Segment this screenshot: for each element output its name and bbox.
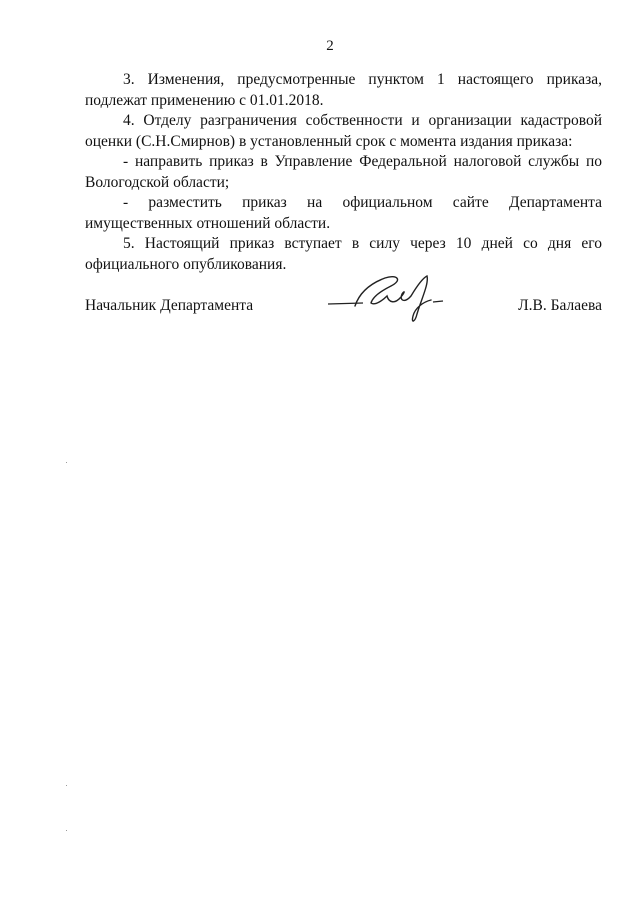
paragraph-4 [85,111,602,152]
page-number: 2 [326,38,334,54]
paragraph-3-line-2: подлежат применению с 01.01.2018. [85,91,324,109]
handwritten-signature-icon [325,270,455,330]
paragraph-4-item-2 [85,193,602,234]
paragraph-3 [85,70,602,111]
signatory-position: Начальник Департамента [85,297,254,314]
item-1-line-2: Вологодской области; [85,173,230,191]
scan-artifact [66,462,67,463]
paragraph-5 [85,234,602,275]
item-1-line-1: - направить приказ в Управление Федеральной налоговой службы по [123,153,602,170]
signatory-name: Л.В. Балаева [518,297,602,314]
item-2-line-1: - разместить приказ на официальном сайте Департамента [123,194,602,211]
paragraph-4-item-1 [85,152,602,193]
paragraph-4-line-2: оценки (С.Н.Смирнов) в установленный срок с момента издания приказа: [85,132,573,150]
paragraph-3-line-1: 3. Изменения, предусмотренные пунктом 1 настоящего приказа, [123,71,602,88]
paragraph-5-line-1: 5. Настоящий приказ вступает в силу через 10 дней со дня его [123,235,602,252]
scan-artifact [66,785,67,786]
signature-block [85,270,602,340]
scan-artifact [66,830,67,831]
item-2-line-2: имущественных отношений области. [85,214,331,232]
document-body [85,70,602,275]
paragraph-5-line-2: официального опубликования. [85,255,287,273]
paragraph-4-line-1: 4. Отделу разграничения собственности и организации кадастровой [123,112,602,129]
